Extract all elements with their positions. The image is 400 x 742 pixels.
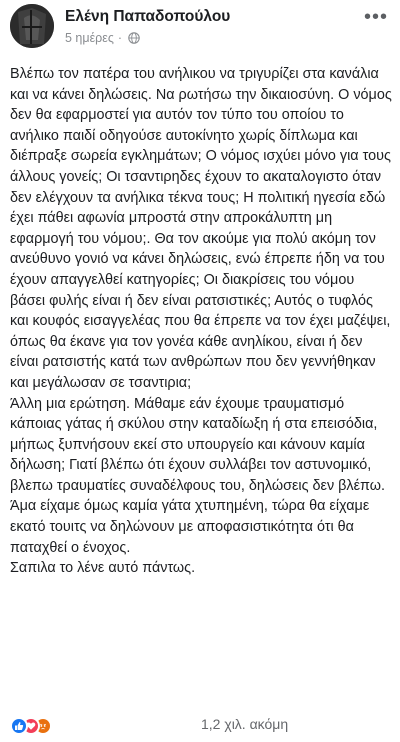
author-name[interactable]: Ελένη Παπαδοπούλου — [65, 8, 231, 25]
post-text — [10, 64, 392, 579]
post-paragraph: Βλέπω τον πατέρα του ανήλικου να τριγυρίζει στα κανάλια και να κάνει δηλώσεις. Να ρωτήσω την δικαιοσύνη. Ο νόμος δεν θα εφαρμοστεί για αυτόν τον τύπο του οποίου το ανήλικο παιδί οδηγούσε αυτοκίνητο χωρίς δίπλωμα και διέπραξε σωρεία εγκλημάτων; Ο νόμος ισχύει μόνο για τους άλλους γονείς; Οι τσαντιρηδες έχουν το ακαταλογιστο όταν δεν ελέγχουν τα ανήλικα τέκνα τους; Η πολιτική ηγεσία εδώ έχει πάθει αφωνία μπροστά στην απροκάλυπτη μη εφαρμογή του νόμου;. Θα τον ακούμε για πολύ ακόμη τον ανεύθυνο γονιό να κάνει δηλώσεις, ενώ έπρεπε ήδη να του έχουν απαγγελθεί κατηγορίες; Οι διακρίσεις του νόμου βάσει φυλής είναι ή δεν είναι ρατσιστικές; Αυτός ο τυφλός και κουφός εισαγγελέας που θα έπρεπε να τον έχει μαζέψει, όπως θα έκανε για τον γονέα κάθε ανηλίκου, είναι ή δεν είναι ρατσιστής κατά των ανθρώπων που δεν γεννήθηκαν και μεγάλωσαν σε τσαντιρια; — [10, 66, 392, 391]
post-meta — [65, 31, 140, 45]
post-paragraph: Άλλη μια ερώτηση. Μάθαμε εάν έχουμε τραυματισμό κάποιας γάτας ή σκύλου στην καταδίωξη ή στα επεισόδια, μήπως ξυπνήσουν εκεί στο υπουργείο και κάνουν καμία δήλωση; Γιατί βλέπω ότι έχουν συλλάβει τον αστυνομικό, βλεπω τραυματίες συναδέλφους του, δηλώσεις δεν βλέπω. Άμα είχαμε όμως καμία γάτα χτυπημένη, τώρα θα είχαμε εκατό τουιτς να δηλώνουν με αποφασιστικότητα ότι θα παταχθεί ο ένοχος. — [10, 395, 385, 556]
meta-separator: · — [117, 31, 123, 45]
post-paragraph: Σαπιλα το λένε αυτό πάντως. — [10, 560, 196, 577]
reaction-count[interactable]: 1,2 χιλ. ακόμη — [201, 716, 289, 732]
like-icon — [10, 717, 28, 735]
reaction-icons[interactable] — [10, 716, 52, 736]
avatar-image — [10, 4, 54, 48]
globe-icon — [128, 32, 140, 44]
more-options-icon[interactable]: ••• — [363, 6, 388, 28]
post-header — [0, 0, 400, 58]
post-time[interactable]: 5 ημέρες — [65, 31, 114, 45]
avatar[interactable] — [10, 4, 54, 48]
